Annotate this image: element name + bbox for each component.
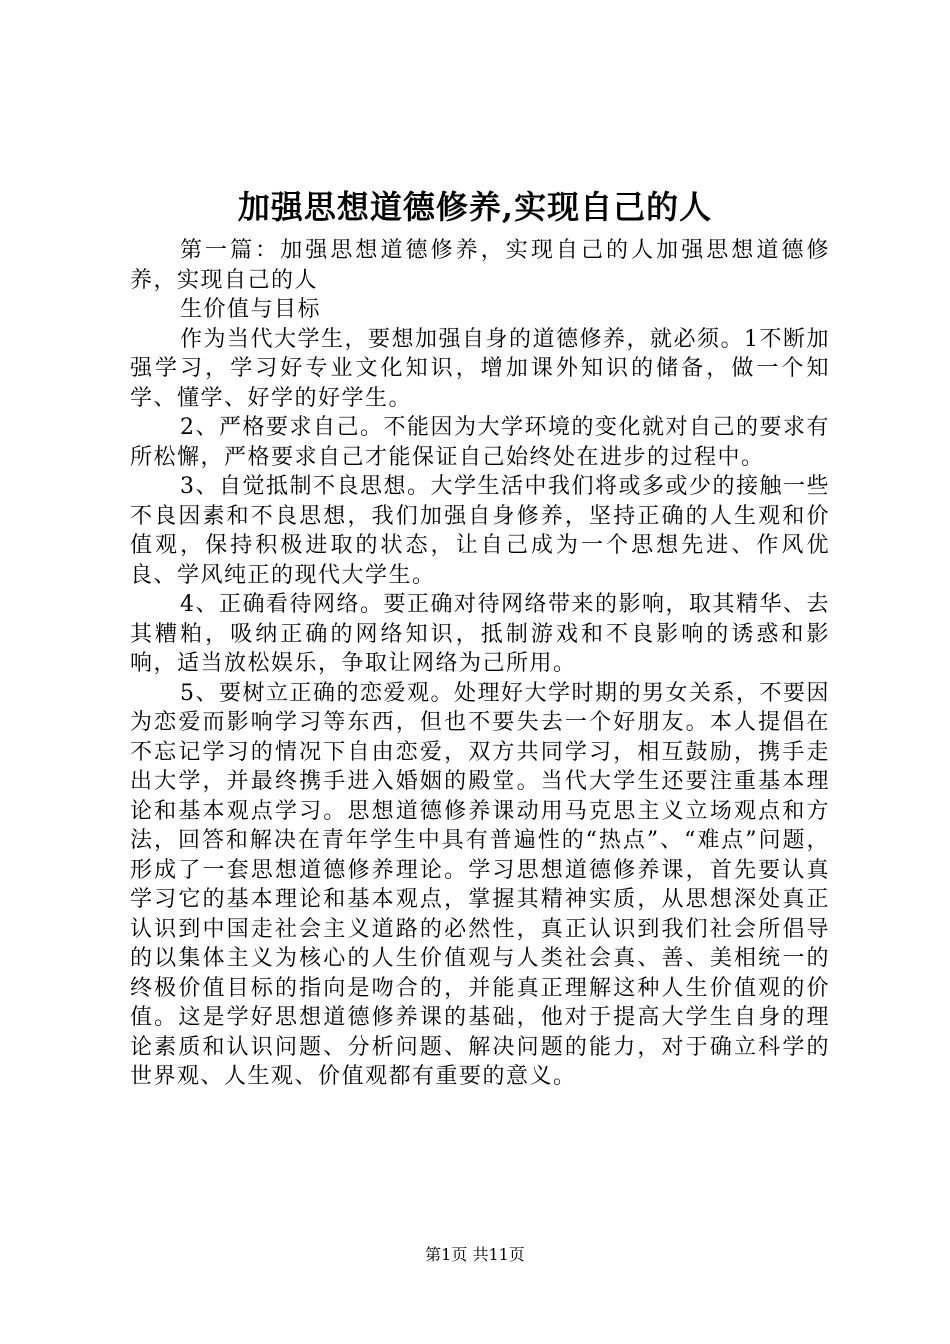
paragraph-subtitle: 生价值与目标 <box>180 297 322 322</box>
paragraph-point-2: 2、严格要求自己。不能因为大学环境的变化就对自己的要求有所松懈，严格要求自己才能保证自己始终处在进步的过程中。 <box>130 415 830 470</box>
paragraph-point-1: 作为当代大学生，要想加强自身的道德修养，就必须。1不断加强学习，学习好专业文化知识，增加课外知识的储备，做一个知学、懂学、好学的好学生。 <box>130 326 830 411</box>
document-title: 加强思想道德修养,实现自己的人 <box>237 188 713 226</box>
paragraph-point-3: 3、自觉抵制不良思想。大学生活中我们将或多或少的接触一些不良因素和不良思想，我们加强自身修养，坚持正确的人生观和价值观，保持积极进取的状态，让自己成为一个思想先进、作风优良、学风纯正的现代大学生。 <box>130 474 830 588</box>
document-body <box>130 236 830 1092</box>
paragraph-point-5: 5、要树立正确的恋爱观。处理好大学时期的男女关系，不要因为恋爱而影响学习等东西，但也不要失去一个好朋友。本人提倡在不忘记学习的情况下自由恋爱，双方共同学习，相互鼓励，携手走出大学，并最终携手进入婚姻的殿堂。当代大学生还要注重基本理论和基本观点学习。思想道德修养课动用马克思主义立场观点和方法，回答和解决在青年学生中具有普遍性的“热点”、“难点”问题，形成了一套思想道德修养理论。学习思想道德修养课，首先要认真学习它的基本理论和基本观点，掌握其精神实质，从思想深处真正认识到中国走社会主义道路的必然性，真正认识到我们社会所倡导的以集体主义为核心的人生价值观与人类社会真、善、美相统一的终极价值目标的指向是吻合的，并能真正理解这种人生价值观的价值。这是学好思想道德修养课的基础，他对于提高大学生自身的理论素质和认识问题、分析问题、解决问题的能力，对于确立科学的世界观、人生观、价值观都有重要的意义。 <box>130 680 830 1089</box>
page-number-footer: 第1页 共11页 <box>425 1245 525 1264</box>
paragraph-point-4: 4、正确看待网络。要正确对待网络带来的影响，取其精华、去其糟粕，吸纳正确的网络知识，抵制游戏和不良影响的诱惑和影响，适当放松娱乐，争取让网络为己所用。 <box>130 592 830 676</box>
paragraph-intro: 第一篇：加强思想道德修养，实现自己的人加强思想道德修养，实现自己的人 <box>130 238 830 293</box>
